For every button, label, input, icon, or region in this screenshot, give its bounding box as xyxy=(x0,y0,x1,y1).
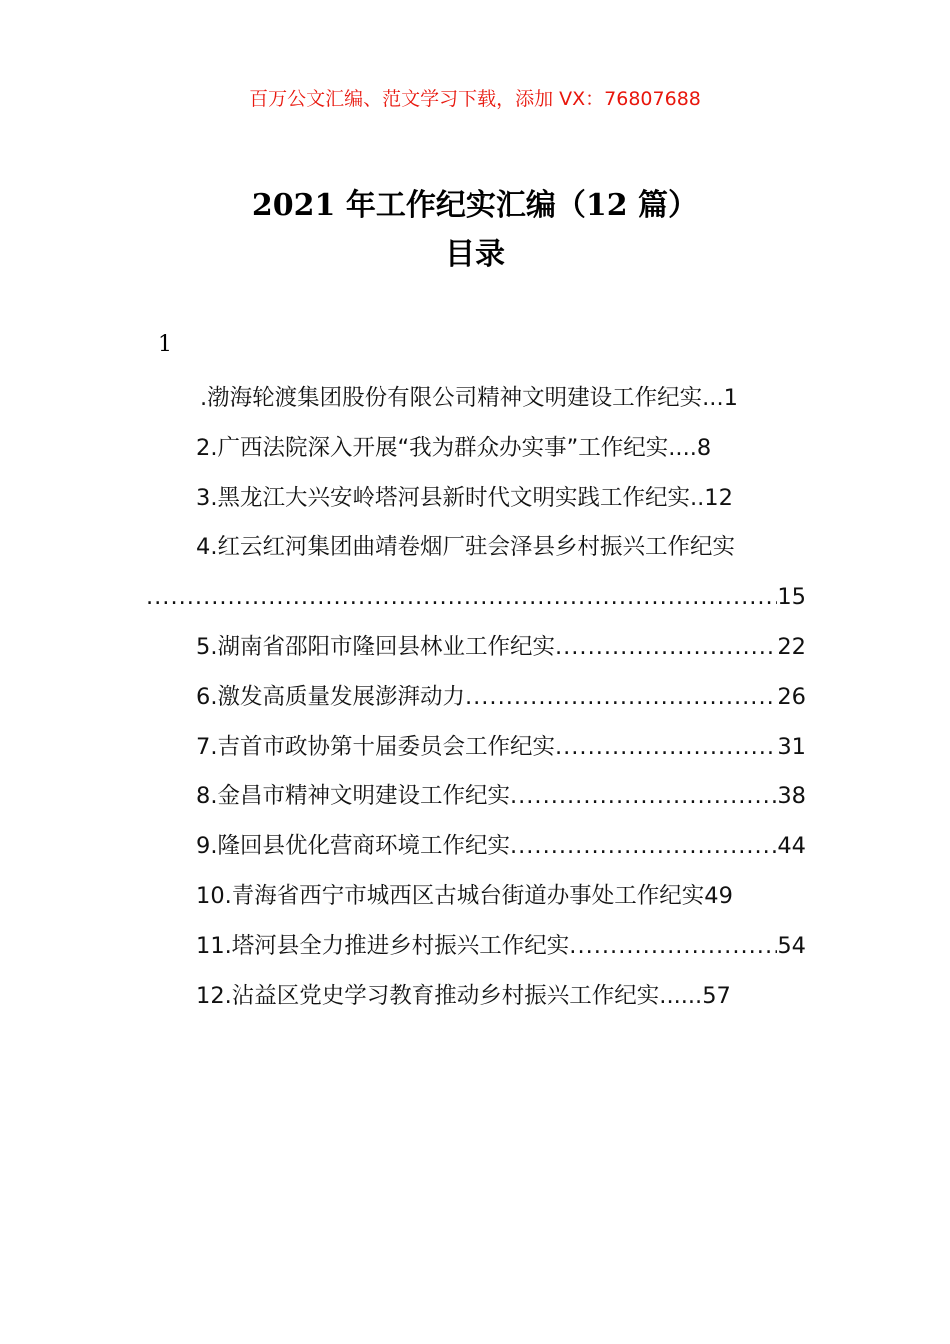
toc-entry-page: 54 xyxy=(777,932,806,959)
toc-entry[interactable] xyxy=(146,822,806,872)
toc-entry-continuation[interactable] xyxy=(146,573,806,623)
toc-entry-leader-dots xyxy=(510,772,777,822)
toc-entry-page: 31 xyxy=(777,733,806,760)
toc-entry[interactable] xyxy=(146,872,806,922)
toc-entry-page: 8 xyxy=(696,434,712,461)
toc-entry[interactable] xyxy=(146,723,806,773)
toc-entry-page: 44 xyxy=(777,833,806,860)
toc-entry[interactable] xyxy=(146,922,806,972)
toc-entry-leader-dots xyxy=(555,723,777,773)
toc-entry-page: 22 xyxy=(777,633,806,660)
toc-entry-leader: .. xyxy=(689,484,705,511)
toc-entry[interactable] xyxy=(146,772,806,822)
toc-entry-page: 57 xyxy=(702,982,731,1009)
toc-entry-label: 2.广西法院深入开展“我为群众办实事”工作纪实 xyxy=(196,434,669,461)
toc-entry-label: 6.激发高质量发展澎湃动力 xyxy=(196,683,465,710)
toc-entry-page: 26 xyxy=(777,683,806,710)
toc-entry[interactable] xyxy=(146,673,806,723)
toc-entry[interactable] xyxy=(146,474,806,524)
toc-entry-label: 11.塔河县全力推进乡村振兴工作纪实 xyxy=(196,932,570,959)
toc-entry-label: 12.沾益区党史学习教育推动乡村振兴工作纪实 xyxy=(196,982,660,1009)
toc-entry-label: 5.湖南省邵阳市隆回县林业工作纪实 xyxy=(196,633,555,660)
toc-entry-page: 38 xyxy=(777,783,806,810)
toc-heading: 目录 xyxy=(445,237,505,272)
toc-entry-leader: ... xyxy=(702,385,724,411)
toc-entry-leader-dots xyxy=(510,822,777,872)
toc-entry-leader-dots xyxy=(569,922,777,972)
toc-entry-leader: .... xyxy=(668,434,697,461)
toc-entry-leader-dots xyxy=(465,673,777,723)
toc-entry-leader-dots xyxy=(146,573,777,623)
toc-entry[interactable] xyxy=(146,523,806,573)
toc-entry-page: 15 xyxy=(777,584,806,611)
toc-entry-label: 7.吉首市政协第十届委员会工作纪实 xyxy=(196,733,555,760)
document-title: 2021 年工作纪实汇编（12 篇） xyxy=(251,188,699,223)
toc-entry-label: 3.黑龙江大兴安岭塔河县新时代文明实践工作纪实 xyxy=(196,484,690,511)
toc-entry[interactable] xyxy=(146,623,806,673)
toc-entry-label: 8.金昌市精神文明建设工作纪实 xyxy=(196,783,510,810)
toc-entry-page: 1 xyxy=(723,385,738,411)
toc-entry-label: 9.隆回县优化营商环境工作纪实 xyxy=(196,833,510,860)
toc-entry-page: 49 xyxy=(704,882,733,909)
toc-entry-page: 12 xyxy=(704,484,733,511)
header-note: 百万公文汇编、范文学习下载，添加 VX：76807688 xyxy=(249,88,701,110)
toc-entry-leader-dots xyxy=(555,623,777,673)
toc-entry[interactable] xyxy=(146,374,806,424)
toc-entry[interactable] xyxy=(146,972,806,1022)
toc-entry[interactable] xyxy=(146,424,806,474)
toc-entry-label: .渤海轮渡集团股份有限公司精神文明建设工作纪实 xyxy=(200,385,703,411)
orphan-number: 1 xyxy=(158,332,172,357)
toc-entry-leader: ...... xyxy=(659,982,703,1009)
table-of-contents xyxy=(146,374,806,1021)
toc-entry-label: 10.青海省西宁市城西区古城台街道办事处工作纪实 xyxy=(196,882,705,909)
toc-entry-label: 4.红云红河集团曲靖卷烟厂驻会泽县乡村振兴工作纪实 xyxy=(196,534,735,561)
